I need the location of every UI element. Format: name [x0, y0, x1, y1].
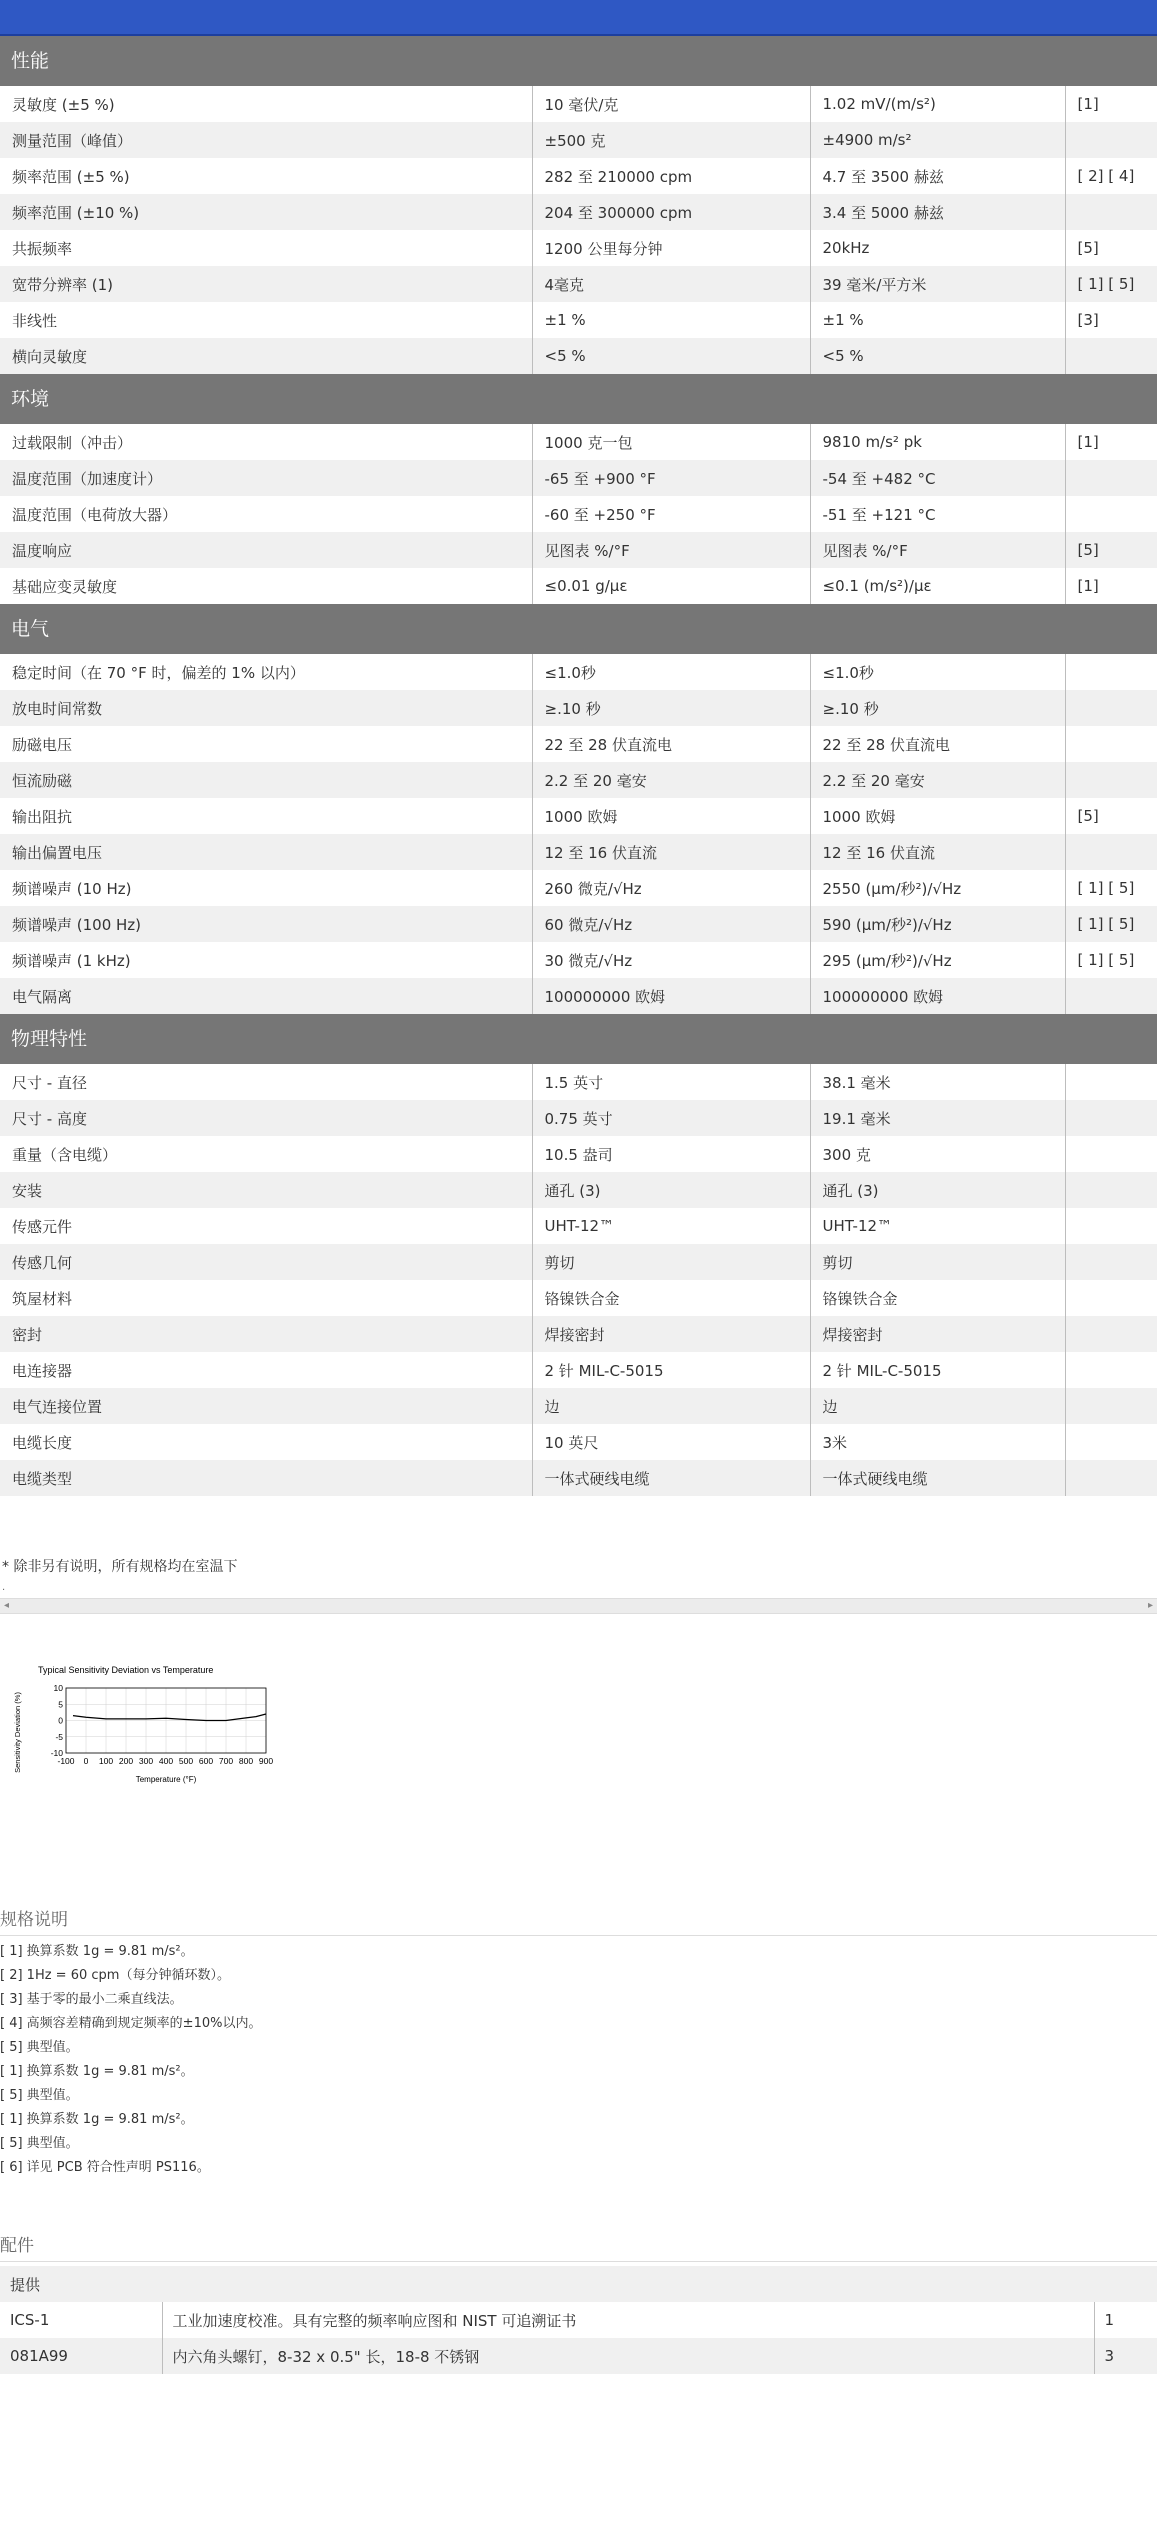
spec-value-si: 295 (μm/秒²)/√Hz: [810, 942, 1065, 978]
table-row: [0, 978, 1157, 1014]
table-row: [0, 870, 1157, 906]
footnote-list: [0, 1940, 1157, 2180]
series-line: [73, 1714, 266, 1721]
spec-name: 传感几何: [0, 1244, 532, 1280]
x-tick-label: 800: [238, 1756, 254, 1766]
footnote-item: [ 1] 换算系数 1g = 9.81 m/s²。: [0, 1944, 194, 1959]
spec-note-ref: [1065, 1244, 1157, 1280]
spec-value-si: ≤1.0秒: [810, 654, 1065, 690]
spec-value-imperial: 铬镍铁合金: [532, 1280, 810, 1316]
spec-note-ref: [1065, 690, 1157, 726]
spec-value-imperial: 4毫克: [532, 266, 810, 302]
footnote-item: [ 5] 典型值。: [0, 2088, 79, 2103]
spec-value-imperial: 1000 克一包: [532, 424, 810, 460]
x-tick-label: 100: [98, 1756, 114, 1766]
spec-note-ref: [1065, 496, 1157, 532]
table-row: [0, 1208, 1157, 1244]
table-row: [0, 460, 1157, 496]
spec-value-si: 100000000 欧姆: [810, 978, 1065, 1014]
accessory-description: 内六角头螺钉，8-32 x 0.5" 长，18-8 不锈钢: [162, 2338, 1094, 2374]
spec-name: 宽带分辨率 (1): [0, 266, 532, 302]
spec-value-si: 4.7 至 3500 赫兹: [810, 158, 1065, 194]
spec-value-imperial: 通孔 (3): [532, 1172, 810, 1208]
x-tick-label: 900: [258, 1756, 274, 1766]
spec-note-ref: [1065, 726, 1157, 762]
y-tick-label: 10: [53, 1683, 63, 1693]
section-header: 环境: [0, 374, 1157, 424]
spec-name: 测量范围（峰值）: [0, 122, 532, 158]
spec-name: 频谱噪声 (10 Hz): [0, 870, 532, 906]
spec-value-imperial: 10 英尺: [532, 1424, 810, 1460]
spec-note-ref: [1065, 1460, 1157, 1496]
x-tick-label: 700: [218, 1756, 234, 1766]
spec-value-imperial: -65 至 +900 °F: [532, 460, 810, 496]
spec-name: 过载限制（冲击）: [0, 424, 532, 460]
spec-value-imperial: 30 微克/√Hz: [532, 942, 810, 978]
spec-table: [0, 86, 1157, 374]
spec-value-si: 2 针 MIL-C-5015: [810, 1352, 1065, 1388]
top-banner: [0, 0, 1157, 36]
spec-value-imperial: ±500 克: [532, 122, 810, 158]
spec-note-ref: [1065, 1136, 1157, 1172]
spec-value-imperial: 10 毫伏/克: [532, 86, 810, 122]
y-tick-label: 0: [58, 1715, 63, 1726]
spec-value-imperial: 边: [532, 1388, 810, 1424]
spec-note-ref: [1]: [1077, 577, 1099, 595]
spec-sections: [0, 36, 1157, 1496]
section-header: 电气: [0, 604, 1157, 654]
spec-note-ref: [1065, 1388, 1157, 1424]
spec-note-ref: [1065, 654, 1157, 690]
spec-note-ref: [1065, 1280, 1157, 1316]
table-row: [0, 194, 1157, 230]
footnote-item: [ 1] 换算系数 1g = 9.81 m/s²。: [0, 2112, 194, 2127]
spec-value-si: 19.1 毫米: [810, 1100, 1065, 1136]
table-row: [0, 1280, 1157, 1316]
sensitivity-temperature-chart: [8, 1661, 308, 1821]
spec-name: 频谱噪声 (100 Hz): [0, 906, 532, 942]
spec-name: 传感元件: [0, 1208, 532, 1244]
x-tick-label: 500: [178, 1756, 194, 1766]
section-header: 物理特性: [0, 1014, 1157, 1064]
table-row: [0, 1100, 1157, 1136]
spec-name: 非线性: [0, 302, 532, 338]
spec-value-imperial: 22 至 28 伏直流电: [532, 726, 810, 762]
spec-note-ref: [1065, 1316, 1157, 1352]
x-tick-label: 0: [83, 1756, 89, 1766]
note-dot: .: [2, 1582, 6, 1593]
spec-note-ref: [1065, 762, 1157, 798]
spec-name: 励磁电压: [0, 726, 532, 762]
spec-note-ref: [1065, 122, 1157, 158]
spec-note-ref: [ 1] [ 5]: [1065, 906, 1157, 942]
spec-note-ref: [1]: [1077, 433, 1099, 451]
spec-name: 重量（含电缆）: [0, 1136, 532, 1172]
table-row: [0, 532, 1157, 568]
table-row: [0, 1136, 1157, 1172]
table-row: [0, 1424, 1157, 1460]
table-row: [0, 496, 1157, 532]
accessory-model: ICS-1: [0, 2302, 162, 2338]
spec-value-imperial: ±1 %: [532, 302, 810, 338]
y-tick-label: 5: [58, 1699, 63, 1710]
spec-value-si: 3.4 至 5000 赫兹: [810, 194, 1065, 230]
spec-name: 放电时间常数: [0, 690, 532, 726]
spec-note-ref: [5]: [1077, 239, 1099, 257]
spec-name: 横向灵敏度: [0, 338, 532, 374]
room-temperature-note: * 除非另有说明，所有规格均在室温下: [2, 1559, 238, 1575]
spec-value-imperial: 一体式硬线电缆: [532, 1460, 810, 1496]
spec-note-ref: [1065, 978, 1157, 1014]
spec-value-imperial: 10.5 盎司: [532, 1136, 810, 1172]
accessory-model: 081A99: [0, 2338, 162, 2374]
x-tick-label: 300: [138, 1756, 154, 1766]
spec-value-si: 边: [810, 1388, 1065, 1424]
table-row: [0, 726, 1157, 762]
spec-value-imperial: 1.5 英寸: [532, 1064, 810, 1100]
x-tick-label: 200: [118, 1756, 134, 1766]
spec-name: 尺寸 - 直径: [0, 1064, 532, 1100]
spec-name: 共振频率: [0, 230, 532, 266]
spec-value-si: ≤0.1 (m/s²)/με: [810, 568, 1065, 604]
scroll-left-icon[interactable]: ◂: [4, 1600, 10, 1611]
spec-name: 温度响应: [0, 532, 532, 568]
spec-name: 电气连接位置: [0, 1388, 532, 1424]
chart-container: [0, 1614, 1157, 1904]
spec-notes-title: 规格说明: [0, 1904, 1157, 1936]
table-row: [0, 762, 1157, 798]
spec-value-si: 9810 m/s² pk: [810, 424, 1065, 460]
chart-title: Typical Sensitivity Deviation vs Temperature: [38, 1665, 214, 1675]
spec-value-si: -54 至 +482 °C: [810, 460, 1065, 496]
spec-value-imperial: 2.2 至 20 毫安: [532, 762, 810, 798]
spec-value-si: 1000 欧姆: [810, 798, 1065, 834]
spec-value-imperial: 剪切: [532, 1244, 810, 1280]
table-row: [0, 158, 1157, 194]
spec-name: 频率范围 (±10 %): [0, 194, 532, 230]
spec-name: 电气隔离: [0, 978, 532, 1014]
accessory-description: 工业加速度校准。具有完整的频率响应图和 NIST 可追溯证书: [162, 2302, 1094, 2338]
spec-value-imperial: ≥.10 秒: [532, 690, 810, 726]
spec-value-si: 一体式硬线电缆: [810, 1460, 1065, 1496]
spec-name: 稳定时间（在 70 °F 时，偏差的 1% 以内）: [0, 654, 532, 690]
table-row: [0, 2338, 1157, 2374]
spec-note-ref: [ 2] [ 4]: [1077, 167, 1135, 185]
footnote-item: [ 5] 典型值。: [0, 2136, 79, 2151]
spec-note-ref: [1065, 1064, 1157, 1100]
table-row: [0, 122, 1157, 158]
table-row: [0, 1388, 1157, 1424]
spec-value-si: 剪切: [810, 1244, 1065, 1280]
spec-value-si: 2550 (μm/秒²)/√Hz: [810, 870, 1065, 906]
spec-value-si: 39 毫米/平方米: [810, 266, 1065, 302]
spec-name: 电连接器: [0, 1352, 532, 1388]
accessories-header: 提供: [0, 2266, 1157, 2302]
spec-name: 温度范围（电荷放大器）: [0, 496, 532, 532]
spec-value-imperial: 1200 公里每分钟: [532, 230, 810, 266]
y-tick-label: -10: [50, 1748, 63, 1758]
spec-name: 频率范围 (±5 %): [0, 158, 532, 194]
spec-value-si: <5 %: [810, 338, 1065, 374]
x-axis-label: Temperature (°F): [135, 1775, 197, 1784]
spec-value-si: ±4900 m/s²: [810, 122, 1065, 158]
spec-name: 电缆长度: [0, 1424, 532, 1460]
spec-value-si: -51 至 +121 °C: [810, 496, 1065, 532]
spec-value-imperial: 0.75 英寸: [532, 1100, 810, 1136]
table-row: [0, 1244, 1157, 1280]
spec-value-si: 38.1 毫米: [810, 1064, 1065, 1100]
table-row: [0, 568, 1157, 604]
y-axis-label: Sensitivity Deviation (%): [13, 1692, 22, 1773]
spec-value-imperial: 60 微克/√Hz: [532, 906, 810, 942]
footnote-item: [ 3] 基于零的最小二乘直线法。: [0, 1992, 183, 2007]
spec-name: 安装: [0, 1172, 532, 1208]
spec-value-imperial: ≤1.0秒: [532, 654, 810, 690]
table-row: [0, 230, 1157, 266]
spec-name: 输出阻抗: [0, 798, 532, 834]
spec-name: 输出偏置电压: [0, 834, 532, 870]
table-row: [0, 834, 1157, 870]
spec-note-ref: [1065, 460, 1157, 496]
y-tick-label: -5: [55, 1731, 63, 1742]
spec-note-ref: [1065, 1100, 1157, 1136]
footnote-item: [ 2] 1Hz = 60 cpm（每分钟循环数）。: [0, 1968, 230, 1983]
spec-note-ref: [5]: [1077, 807, 1099, 825]
table-row: [0, 1460, 1157, 1496]
spec-value-si: 20kHz: [810, 230, 1065, 266]
spec-value-imperial: ≤0.01 g/με: [532, 568, 810, 604]
spec-name: 筑屋材料: [0, 1280, 532, 1316]
spec-note-ref: [ 1] [ 5]: [1077, 951, 1135, 969]
spec-table: [0, 424, 1157, 604]
spec-name: 恒流励磁: [0, 762, 532, 798]
spec-value-imperial: -60 至 +250 °F: [532, 496, 810, 532]
table-row: [0, 906, 1157, 942]
horizontal-scrollbar[interactable]: [0, 1598, 1157, 1614]
spec-name: 温度范围（加速度计）: [0, 460, 532, 496]
spec-value-imperial: 282 至 210000 cpm: [532, 158, 810, 194]
spec-name: 密封: [0, 1316, 532, 1352]
spec-value-si: ±1 %: [810, 302, 1065, 338]
spec-value-imperial: 2 针 MIL-C-5015: [532, 1352, 810, 1388]
spec-table: [0, 654, 1157, 1014]
spec-name: 基础应变灵敏度: [0, 568, 532, 604]
section-header: 性能: [0, 36, 1157, 86]
spec-value-imperial: 260 微克/√Hz: [532, 870, 810, 906]
table-row: [0, 798, 1157, 834]
spec-note-ref: [1065, 1352, 1157, 1388]
spec-value-si: 590 (μm/秒²)/√Hz: [810, 906, 1065, 942]
footnote-item: [ 4] 高频容差精确到规定频率的±10%以内。: [0, 2016, 262, 2031]
spec-note-ref: [1065, 1424, 1157, 1460]
table-row: [0, 302, 1157, 338]
footnote-item: [ 6] 详见 PCB 符合性声明 PS116。: [0, 2160, 210, 2175]
spec-value-si: 铬镍铁合金: [810, 1280, 1065, 1316]
spec-note-ref: [5]: [1065, 532, 1157, 568]
spec-value-imperial: 见图表 %/°F: [532, 532, 810, 568]
spec-value-imperial: UHT-12™: [532, 1208, 810, 1244]
spec-value-imperial: 12 至 16 伏直流: [532, 834, 810, 870]
spec-table: [0, 1064, 1157, 1496]
spec-note-ref: [1065, 338, 1157, 374]
spec-value-si: 22 至 28 伏直流电: [810, 726, 1065, 762]
x-tick-label: -100: [57, 1756, 75, 1766]
x-tick-label: 400: [158, 1756, 174, 1766]
spec-value-imperial: 1000 欧姆: [532, 798, 810, 834]
x-tick-label: 600: [198, 1756, 214, 1766]
spec-value-si: ≥.10 秒: [810, 690, 1065, 726]
table-row: [0, 942, 1157, 978]
accessories-header-row: [0, 2266, 1157, 2302]
spec-value-imperial: 204 至 300000 cpm: [532, 194, 810, 230]
spec-value-si: 2.2 至 20 毫安: [810, 762, 1065, 798]
footnote-item: [ 1] 换算系数 1g = 9.81 m/s²。: [0, 2064, 194, 2079]
footnote-item: [ 5] 典型值。: [0, 2040, 79, 2055]
accessories-table: [0, 2266, 1157, 2374]
table-row: [0, 338, 1157, 374]
spec-value-imperial: 100000000 欧姆: [532, 978, 810, 1014]
table-row: [0, 1064, 1157, 1100]
table-row: [0, 86, 1157, 122]
table-row: [0, 424, 1157, 460]
spec-value-imperial: 焊接密封: [532, 1316, 810, 1352]
accessory-quantity: 1: [1094, 2302, 1157, 2338]
table-row: [0, 1316, 1157, 1352]
spec-value-si: 通孔 (3): [810, 1172, 1065, 1208]
spec-value-si: 焊接密封: [810, 1316, 1065, 1352]
spec-note-ref: [ 1] [ 5]: [1077, 879, 1135, 897]
spec-value-si: 见图表 %/°F: [810, 532, 1065, 568]
spec-name: 频谱噪声 (1 kHz): [0, 942, 532, 978]
spec-name: 电缆类型: [0, 1460, 532, 1496]
spec-value-si: 3米: [810, 1424, 1065, 1460]
spec-value-si: 300 克: [810, 1136, 1065, 1172]
spec-note-ref: [1065, 834, 1157, 870]
accessory-quantity: 3: [1094, 2338, 1157, 2374]
table-row: [0, 690, 1157, 726]
spec-note-ref: [1]: [1077, 95, 1099, 113]
accessories-title: 配件: [0, 2230, 1157, 2262]
table-row: [0, 1172, 1157, 1208]
scroll-right-icon[interactable]: ▸: [1147, 1600, 1153, 1611]
spec-value-imperial: <5 %: [532, 338, 810, 374]
spec-note-ref: [3]: [1077, 311, 1099, 329]
spec-note-ref: [ 1] [ 5]: [1065, 266, 1157, 302]
spec-note-ref: [1065, 1172, 1157, 1208]
spec-name: 尺寸 - 高度: [0, 1100, 532, 1136]
spec-value-si: 12 至 16 伏直流: [810, 834, 1065, 870]
table-row: [0, 654, 1157, 690]
spec-name: 灵敏度 (±5 %): [0, 86, 532, 122]
spec-value-si: UHT-12™: [810, 1208, 1065, 1244]
spec-note-ref: [1065, 194, 1157, 230]
spec-note-ref: [1065, 1208, 1157, 1244]
table-row: [0, 1352, 1157, 1388]
table-row: [0, 266, 1157, 302]
spec-value-si: 1.02 mV/(m/s²): [810, 86, 1065, 122]
table-row: [0, 2302, 1157, 2338]
